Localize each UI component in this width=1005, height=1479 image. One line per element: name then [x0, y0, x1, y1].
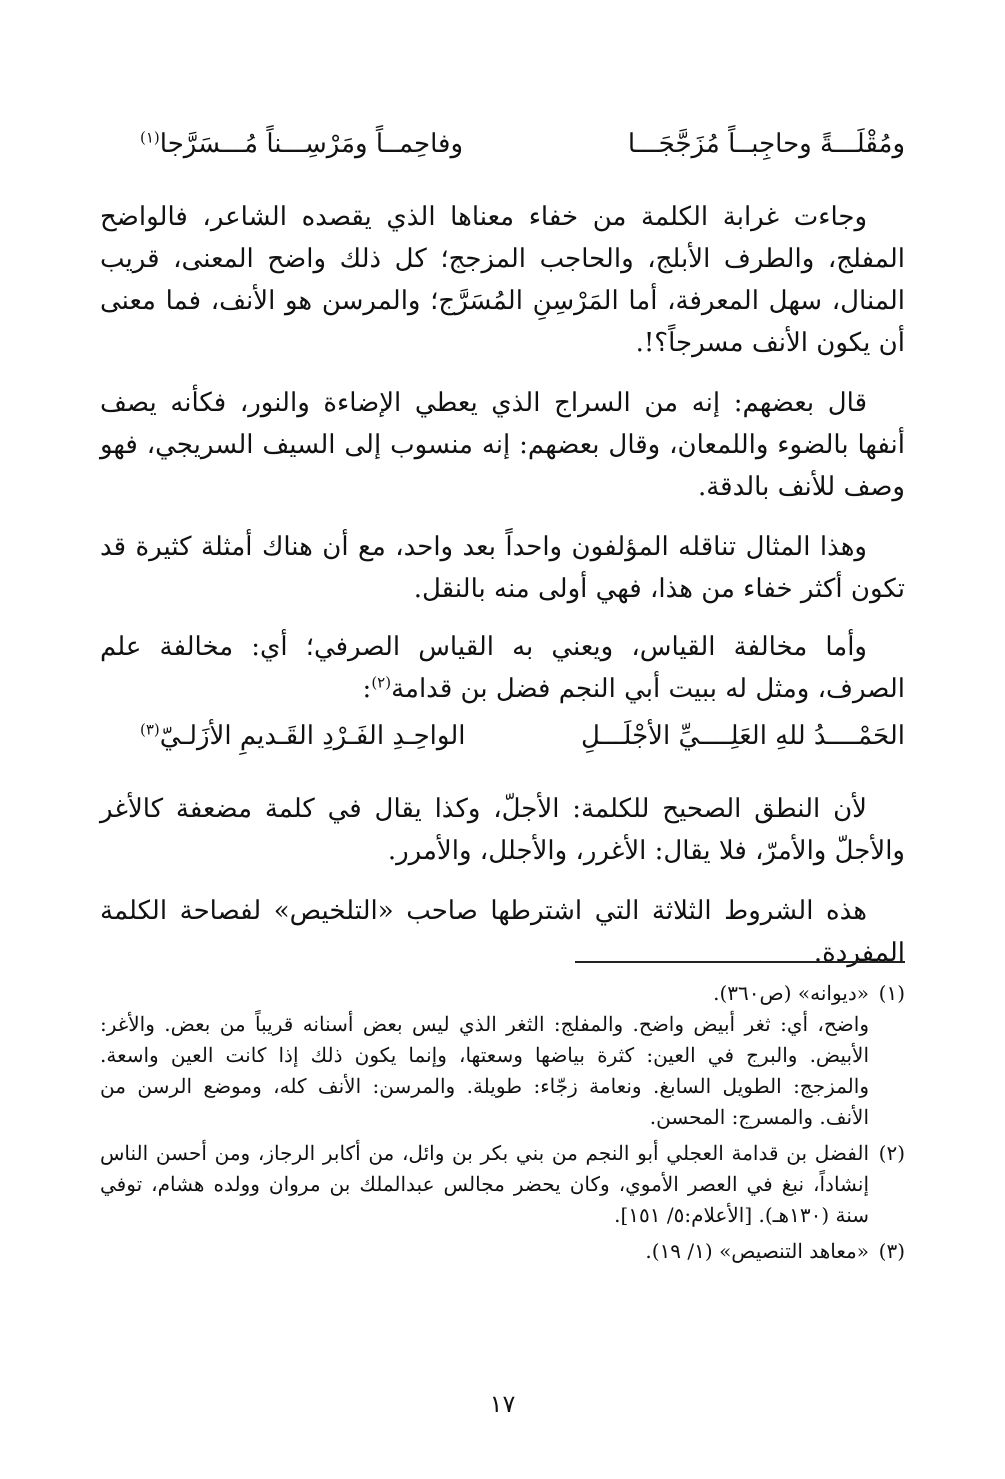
footnote-3 [100, 1236, 905, 1267]
footnote-number: (٢) [878, 1141, 905, 1165]
footnote-1 [100, 978, 905, 1133]
paragraph-2: قال بعضهم: إنه من السراج الذي يعطي الإضاءة والنور، فكأنه يصف أنفها بالضوء واللمعان، وقال بعضهم: إنه منسوب إلى السيف السريجي، فهو وصف للأنف بالدقة. [100, 388, 905, 502]
paragraph-6: هذه الشروط الثلاثة التي اشترطها صاحب «التلخيص» لفصاحة الكلمة المفردة. [100, 896, 905, 968]
footnote-2 [100, 1138, 905, 1231]
footnote-line: «ديوانه» (ص٣٦٠). [713, 981, 869, 1005]
footnote-number: (١) [878, 981, 905, 1005]
footnote-line: واضح، أي: ثغر أبيض واضح. والمفلج: الثغر الذي ليس بعض أسنانه قريباً من بعض. والأغر: الأبيض. والبرج في العين: كثرة بياضها وسعتها، وإنما يكون ذلك إذا كانت العين واسعة. والمزجج: الطويل السابغ. ونعامة زجّاء: طويلة. والمرسن: الأنف كله، وموضع الرسن من الأنف. والمسرج: المحسن. [100, 1012, 869, 1129]
main-text-block-1 [100, 196, 905, 610]
footnote-separator [575, 961, 905, 963]
verse-1-right-hemistich: ومُقْلَـــةً وحاجِبــاً مُزَجَّجَـــا [627, 129, 905, 159]
verse-2 [100, 714, 905, 758]
main-text-block-2 [100, 626, 905, 710]
verse-1 [100, 122, 905, 166]
main-text-block-3 [100, 788, 905, 974]
verse-2-left-hemistich: الواحِـدِ الفَـرْدِ القَـديمِ الأزَلـيّ$^{(٣)}$ [140, 720, 466, 751]
verse-2-right-hemistich: الحَمْــــدُ للهِ العَلِــــيِّ الأجْلَـــلِ [580, 721, 905, 751]
footnote-number: (٣) [878, 1239, 905, 1263]
footnote-line: «معاهد التنصيص» (١/ ١٩). [645, 1239, 869, 1263]
page-number: ١٧ [489, 1390, 516, 1418]
paragraph-5: لأن النطق الصحيح للكلمة: الأجلّ، وكذا يقال في كلمة مضعفة كالأغر والأجلّ والأمرّ، فلا يقال: الأغرر، والأجلل، والأمرر. [100, 794, 905, 866]
paragraph-4: وأما مخالفة القياس، ويعني به القياس الصرفي؛ أي: مخالفة علم الصرف، ومثل له ببيت أبي النجم فضل بن قدامة$^{(٢)}$: [100, 632, 905, 704]
paragraph-3: وهذا المثال تناقله المؤلفون واحداً بعد واحد، مع أن هناك أمثلة كثيرة قد تكون أكثر خفاء من هذا، فهي أولى منه بالنقل. [100, 532, 905, 604]
footnotes [100, 978, 905, 1272]
verse-1-left-hemistich: وفاحِمــاً ومَرْسِـــناً مُـــسَرَّجا$^{(١)}$ [140, 128, 464, 159]
footnote-marker-3: (٣) [140, 720, 160, 739]
footnote-marker-1: (١) [140, 128, 160, 147]
paragraph-1: وجاءت غرابة الكلمة من خفاء معناها الذي يقصده الشاعر، فالواضح المفلج، والطرف الأبلج، والحاجب المزجج؛ كل ذلك واضح المعنى، قريب المنال، سهل المعرفة، أما المَرْسِنِ المُسَرَّج؛ والمرسن هو الأنف، فما معنى أن يكون الأنف مسرجاً؟!. [100, 202, 905, 358]
footnote-marker-2: (٢) [371, 673, 392, 692]
footnote-line: الفضل بن قدامة العجلي أبو النجم من بني بكر بن وائل، من أكابر الرجاز، ومن أحسن الناس إنشاداً، نبغ في العصر الأموي، وكان يحضر مجالس عبدالملك بن مروان وولده هشام، توفي سنة (١٣٠هـ). [الأعلام:٥/ ١٥١]. [100, 1141, 870, 1227]
